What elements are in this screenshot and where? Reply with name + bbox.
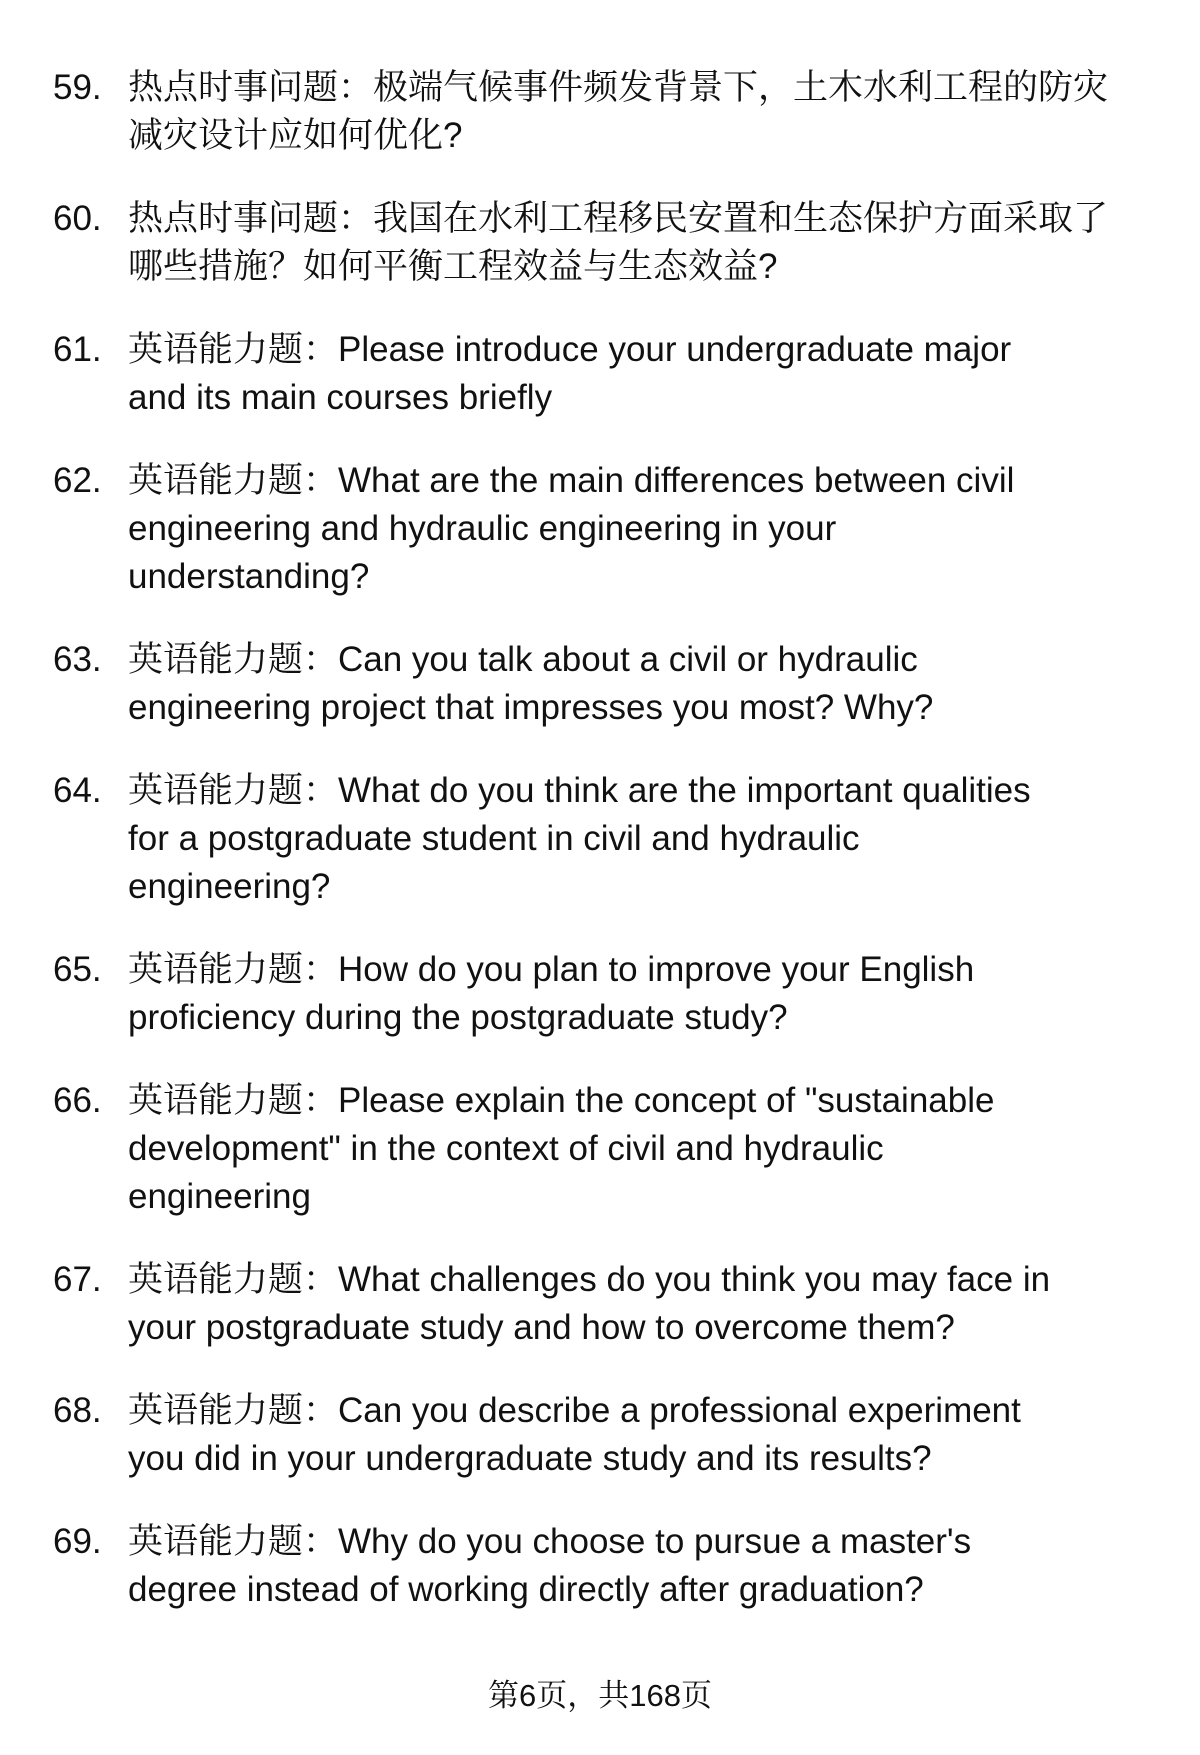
question-number: 62. — [53, 461, 102, 500]
question-item — [0, 457, 1200, 601]
question-item — [0, 636, 1200, 732]
question-text — [128, 1518, 1200, 1614]
question-text-line: 英语能力题：Can you describe a professional experiment — [128, 1391, 1021, 1430]
question-number: 61. — [53, 330, 102, 369]
question-text-line: 英语能力题：Why do you choose to pursue a master's — [128, 1522, 972, 1561]
question-text — [128, 64, 1200, 160]
question-text-line: 热点时事问题：我国在水利工程移民安置和生态保护方面采取了 — [128, 199, 1109, 238]
question-text-line: understanding? — [128, 557, 370, 596]
question-text-line: your postgraduate study and how to overcome them? — [128, 1308, 955, 1347]
question-text-line: degree instead of working directly after graduation? — [128, 1570, 924, 1609]
question-item — [0, 1077, 1200, 1221]
question-text-line: 减灾设计应如何优化? — [128, 116, 463, 155]
question-number: 59. — [53, 68, 102, 107]
question-text-line: engineering and hydraulic engineering in your — [128, 509, 837, 548]
question-number: 65. — [53, 950, 102, 989]
question-item — [0, 195, 1200, 291]
question-number: 60. — [53, 199, 102, 238]
question-text-line: 英语能力题：What are the main differences between civil — [128, 461, 1015, 500]
question-number: 64. — [53, 771, 102, 810]
question-text — [128, 195, 1200, 291]
question-text — [128, 1256, 1200, 1352]
question-text-line: proficiency during the postgraduate study? — [128, 998, 788, 1037]
question-text-line: 英语能力题：What challenges do you think you may face in — [128, 1260, 1051, 1299]
question-text-line: engineering? — [128, 867, 331, 906]
question-number: 68. — [53, 1391, 102, 1430]
question-text — [128, 1387, 1200, 1483]
question-item — [0, 64, 1200, 160]
question-list — [0, 64, 1200, 1649]
question-text-line: for a postgraduate student in civil and hydraulic — [128, 819, 860, 858]
question-text — [128, 636, 1200, 732]
question-text — [128, 457, 1200, 601]
question-text — [128, 326, 1200, 422]
question-item — [0, 326, 1200, 422]
question-text-line: engineering — [128, 1177, 311, 1216]
question-item — [0, 1387, 1200, 1483]
question-text-line: 热点时事问题：极端气候事件频发背景下，土木水利工程的防灾 — [128, 68, 1109, 107]
question-text-line: 英语能力题：Please introduce your undergraduate major — [128, 330, 1012, 369]
question-text-line: engineering project that impresses you most? Why? — [128, 688, 934, 727]
question-item — [0, 1256, 1200, 1352]
question-text-line: 哪些措施？如何平衡工程效益与生态效益? — [128, 247, 778, 286]
question-text-line: 英语能力题：Please explain the concept of "sustainable — [128, 1081, 995, 1120]
question-number: 69. — [53, 1522, 102, 1561]
question-item — [0, 767, 1200, 911]
page-footer: 第6页，共168页 — [488, 1678, 712, 1713]
question-text-line: development" in the context of civil and hydraulic — [128, 1129, 884, 1168]
question-number: 67. — [53, 1260, 102, 1299]
question-text — [128, 1077, 1200, 1221]
question-text-line: you did in your undergraduate study and its results? — [128, 1439, 932, 1478]
question-text-line: 英语能力题：What do you think are the important qualities — [128, 771, 1031, 810]
question-text-line: 英语能力题：How do you plan to improve your English — [128, 950, 975, 989]
question-text-line: 英语能力题：Can you talk about a civil or hydraulic — [128, 640, 918, 679]
question-number: 63. — [53, 640, 102, 679]
question-text — [128, 946, 1200, 1042]
question-item — [0, 1518, 1200, 1614]
question-text — [128, 767, 1200, 911]
question-text-line: and its main courses briefly — [128, 378, 553, 417]
question-number: 66. — [53, 1081, 102, 1120]
question-item — [0, 946, 1200, 1042]
